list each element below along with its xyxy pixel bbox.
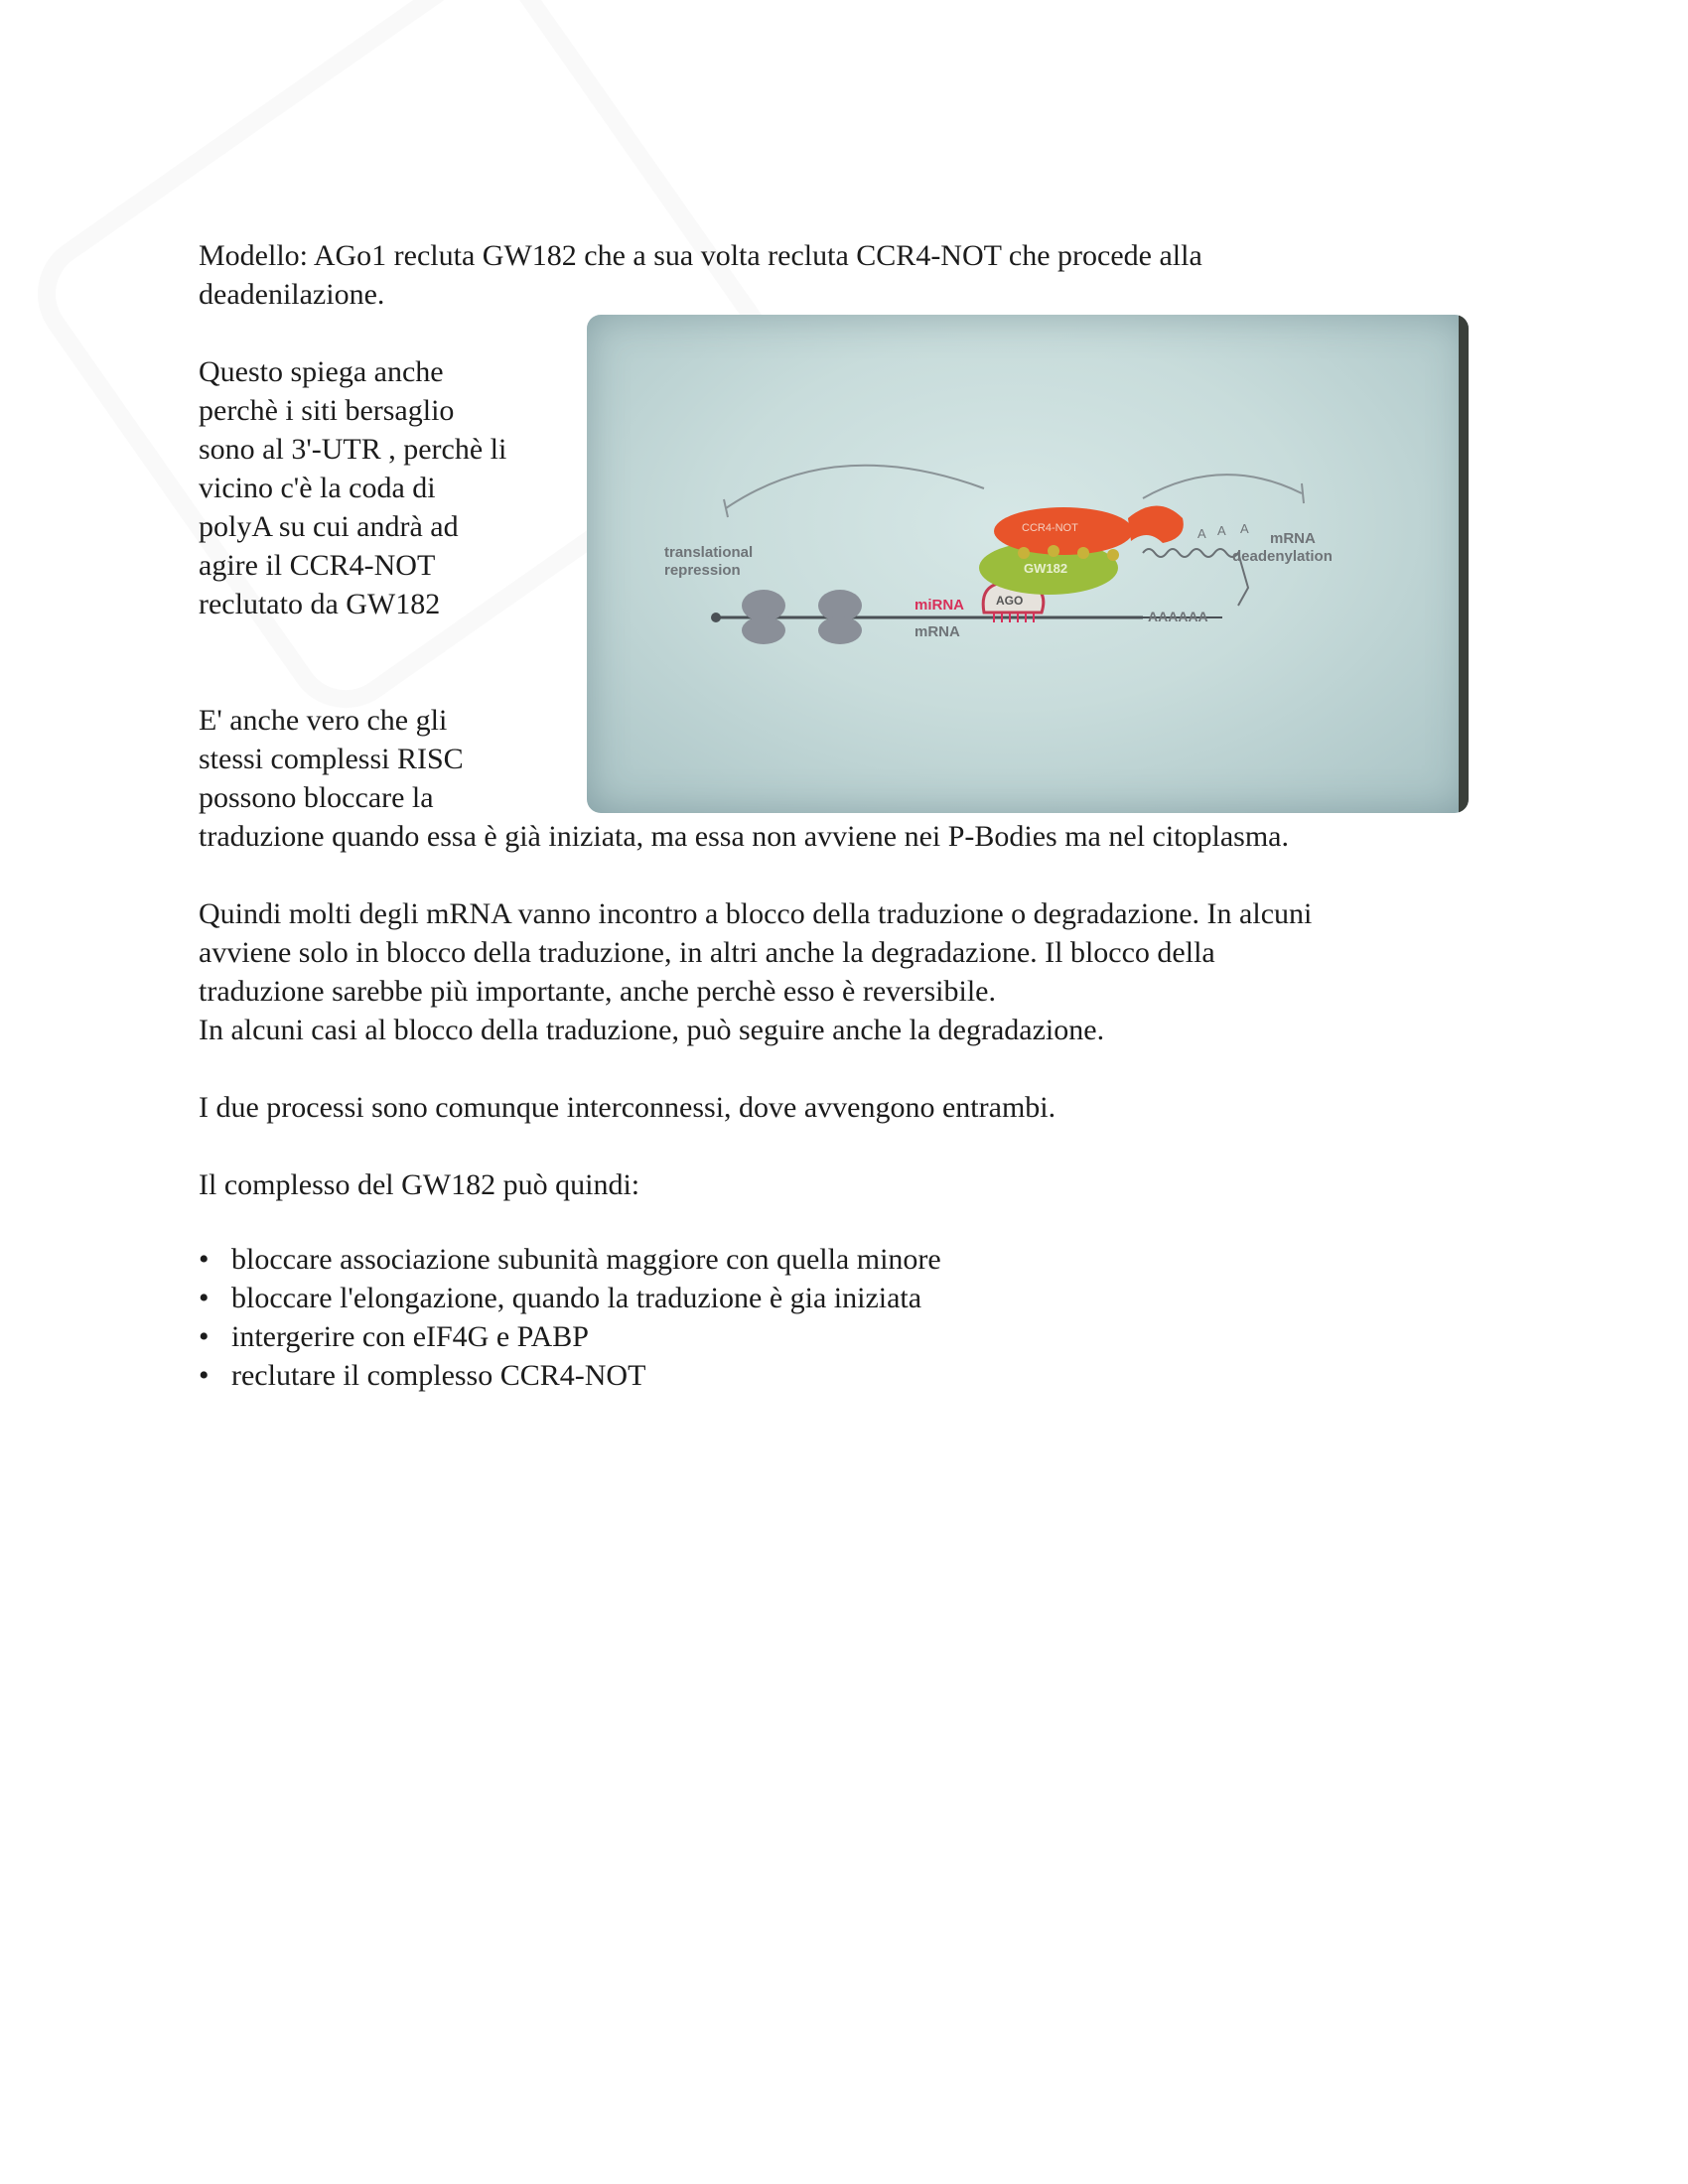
text-line: sono al 3'-UTR , perchè li xyxy=(199,433,507,466)
bullet-icon: • xyxy=(199,1359,210,1392)
ribosome xyxy=(742,616,785,644)
text-line: Modello: AGo1 recluta GW182 che a sua volta recluta CCR4-NOT che procede alla xyxy=(199,239,1202,272)
text-line: Questo spiega anche xyxy=(199,355,444,388)
text-line: deadenilazione. xyxy=(199,278,385,311)
list-item-text: bloccare associazione subunità maggiore con quella minore xyxy=(231,1243,941,1276)
ago-label: AGO xyxy=(996,594,1024,608)
bullet-icon: • xyxy=(199,1243,210,1276)
text-line: agire il CCR4-NOT xyxy=(199,549,436,582)
text-line: traduzione quando essa è già iniziata, ma essa non avviene nei P-Bodies ma nel citoplasma. xyxy=(199,820,1289,853)
deadenylation-label: deadenylation xyxy=(1232,548,1333,565)
mirna-mechanism-diagram xyxy=(587,315,1469,813)
text-line: perchè i siti bersaglio xyxy=(199,394,455,427)
text-line: In alcuni casi al blocco della traduzione, può seguire anche la degradazione. xyxy=(199,1014,1105,1046)
text-line: traduzione sarebbe più importante, anche perchè esso è reversibile. xyxy=(199,975,996,1008)
text-line: E' anche vero che gli xyxy=(199,704,448,737)
text-line: polyA su cui andrà ad xyxy=(199,510,459,543)
text-line: stessi complessi RISC xyxy=(199,743,464,775)
released-a-label: A xyxy=(1240,521,1249,536)
polya-label: AAAAAA xyxy=(1148,609,1208,624)
gw182-label: GW182 xyxy=(1024,561,1068,576)
released-a-label: A xyxy=(1217,523,1226,538)
text-line: avviene solo in blocco della traduzione, in altri anche la degradazione. Il blocco della xyxy=(199,936,1215,969)
ccr4-not-label: CCR4-NOT xyxy=(1022,522,1078,534)
text-line: Il complesso del GW182 può quindi: xyxy=(199,1168,640,1201)
released-a-label: A xyxy=(1197,526,1206,541)
translational-label: repression xyxy=(664,562,741,579)
list-item-text: intergerire con eIF4G e PABP xyxy=(231,1320,589,1353)
bullet-icon: • xyxy=(199,1320,210,1353)
list-item xyxy=(199,1356,941,1395)
bullet-list xyxy=(199,1240,941,1395)
text-line: vicino c'è la coda di xyxy=(199,472,436,504)
mirna-label: miRNA xyxy=(914,597,965,614)
list-item xyxy=(199,1317,941,1356)
ccr4-not-complex xyxy=(1128,506,1184,544)
mrna-label: mRNA xyxy=(914,623,960,640)
list-item-text: bloccare l'elongazione, quando la traduzione è gia iniziata xyxy=(231,1282,922,1314)
ribosome xyxy=(818,616,862,644)
slide-photo xyxy=(587,315,1469,813)
mrna-cap xyxy=(711,613,721,622)
list-item-text: reclutare il complesso CCR4-NOT xyxy=(231,1359,646,1392)
bullet-icon: • xyxy=(199,1282,210,1314)
text-line: Quindi molti degli mRNA vanno incontro a blocco della traduzione o degradazione. In alcuni xyxy=(199,897,1313,930)
list-item xyxy=(199,1240,941,1279)
translational-repression-arrow xyxy=(726,466,984,508)
deadenylation-label: mRNA xyxy=(1270,530,1316,547)
text-line: I due processi sono comunque interconnessi, dove avvengono entrambi. xyxy=(199,1091,1056,1124)
text-line: possono bloccare la xyxy=(199,781,434,814)
text-line: reclutato da GW182 xyxy=(199,588,441,620)
list-item xyxy=(199,1279,941,1317)
deadenylation-arrow xyxy=(1143,475,1302,498)
translational-label: translational xyxy=(664,544,754,561)
